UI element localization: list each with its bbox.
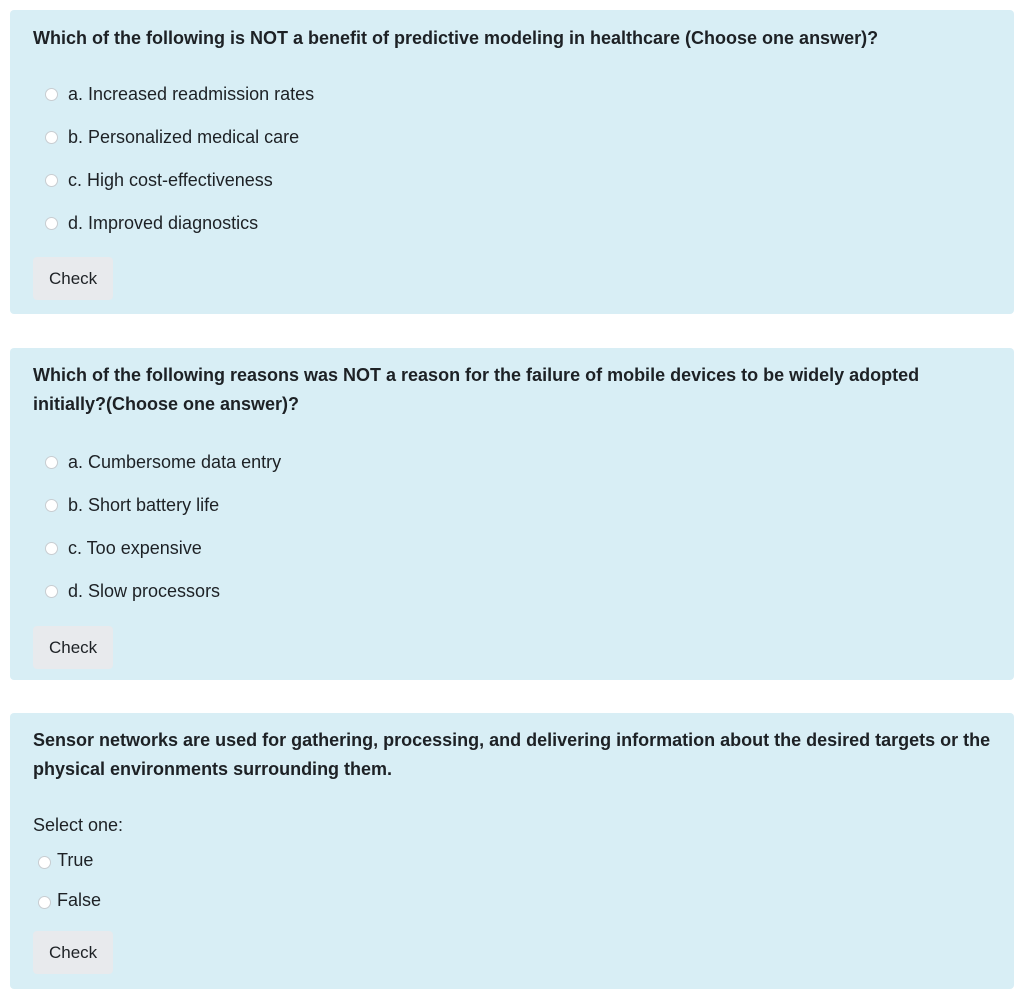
answer-option-false[interactable]: [33, 880, 991, 920]
answer-option[interactable]: [33, 484, 991, 527]
answer-label[interactable]: True: [57, 849, 94, 870]
question-card-1: [10, 10, 1014, 314]
select-one-prompt: Select one:: [33, 815, 124, 835]
answer-option[interactable]: [33, 570, 991, 613]
answer-label[interactable]: a. Increased readmission rates: [68, 84, 315, 104]
question-text: Sensor networks are used for gathering, processing, and delivering information about the desired targets or the physical environments surrounding them.: [33, 730, 991, 779]
answer-option[interactable]: [33, 441, 991, 484]
answer-label[interactable]: c. Too expensive: [68, 538, 202, 558]
answer-list: [33, 441, 991, 613]
radio-button[interactable]: [38, 896, 51, 909]
question-text: Which of the following reasons was NOT a reason for the failure of mobile devices to be widely adopted initially?(Choose one answer)?: [33, 365, 920, 414]
radio-button[interactable]: [45, 499, 58, 512]
question-card-2: [10, 348, 1014, 680]
radio-button[interactable]: [45, 174, 58, 187]
answer-option[interactable]: [33, 159, 991, 202]
answer-label[interactable]: d. Improved diagnostics: [68, 213, 259, 233]
radio-button[interactable]: [45, 217, 58, 230]
answer-label[interactable]: b. Personalized medical care: [68, 127, 300, 147]
radio-button[interactable]: [45, 88, 58, 101]
answer-list: [33, 840, 991, 920]
answer-option-true[interactable]: [33, 840, 991, 880]
check-button[interactable]: Check: [33, 257, 113, 300]
radio-button[interactable]: [45, 456, 58, 469]
answer-option[interactable]: [33, 527, 991, 570]
radio-button[interactable]: [45, 542, 58, 555]
question-card-3: [10, 713, 1014, 989]
question-text: Which of the following is NOT a benefit of predictive modeling in healthcare (Choose one answer)?: [33, 28, 879, 48]
answer-label[interactable]: c. High cost-effectiveness: [68, 170, 273, 190]
answer-list: [33, 73, 991, 245]
answer-label[interactable]: d. Slow processors: [68, 581, 221, 601]
answer-label[interactable]: False: [57, 889, 102, 910]
answer-option[interactable]: [33, 116, 991, 159]
check-button[interactable]: Check: [33, 931, 113, 974]
answer-option[interactable]: [33, 202, 991, 245]
radio-button[interactable]: [45, 131, 58, 144]
check-button[interactable]: Check: [33, 626, 113, 669]
answer-label[interactable]: b. Short battery life: [68, 495, 220, 515]
answer-label[interactable]: a. Cumbersome data entry: [68, 452, 282, 472]
radio-button[interactable]: [45, 585, 58, 598]
radio-button[interactable]: [38, 856, 51, 869]
answer-option[interactable]: [33, 73, 991, 116]
